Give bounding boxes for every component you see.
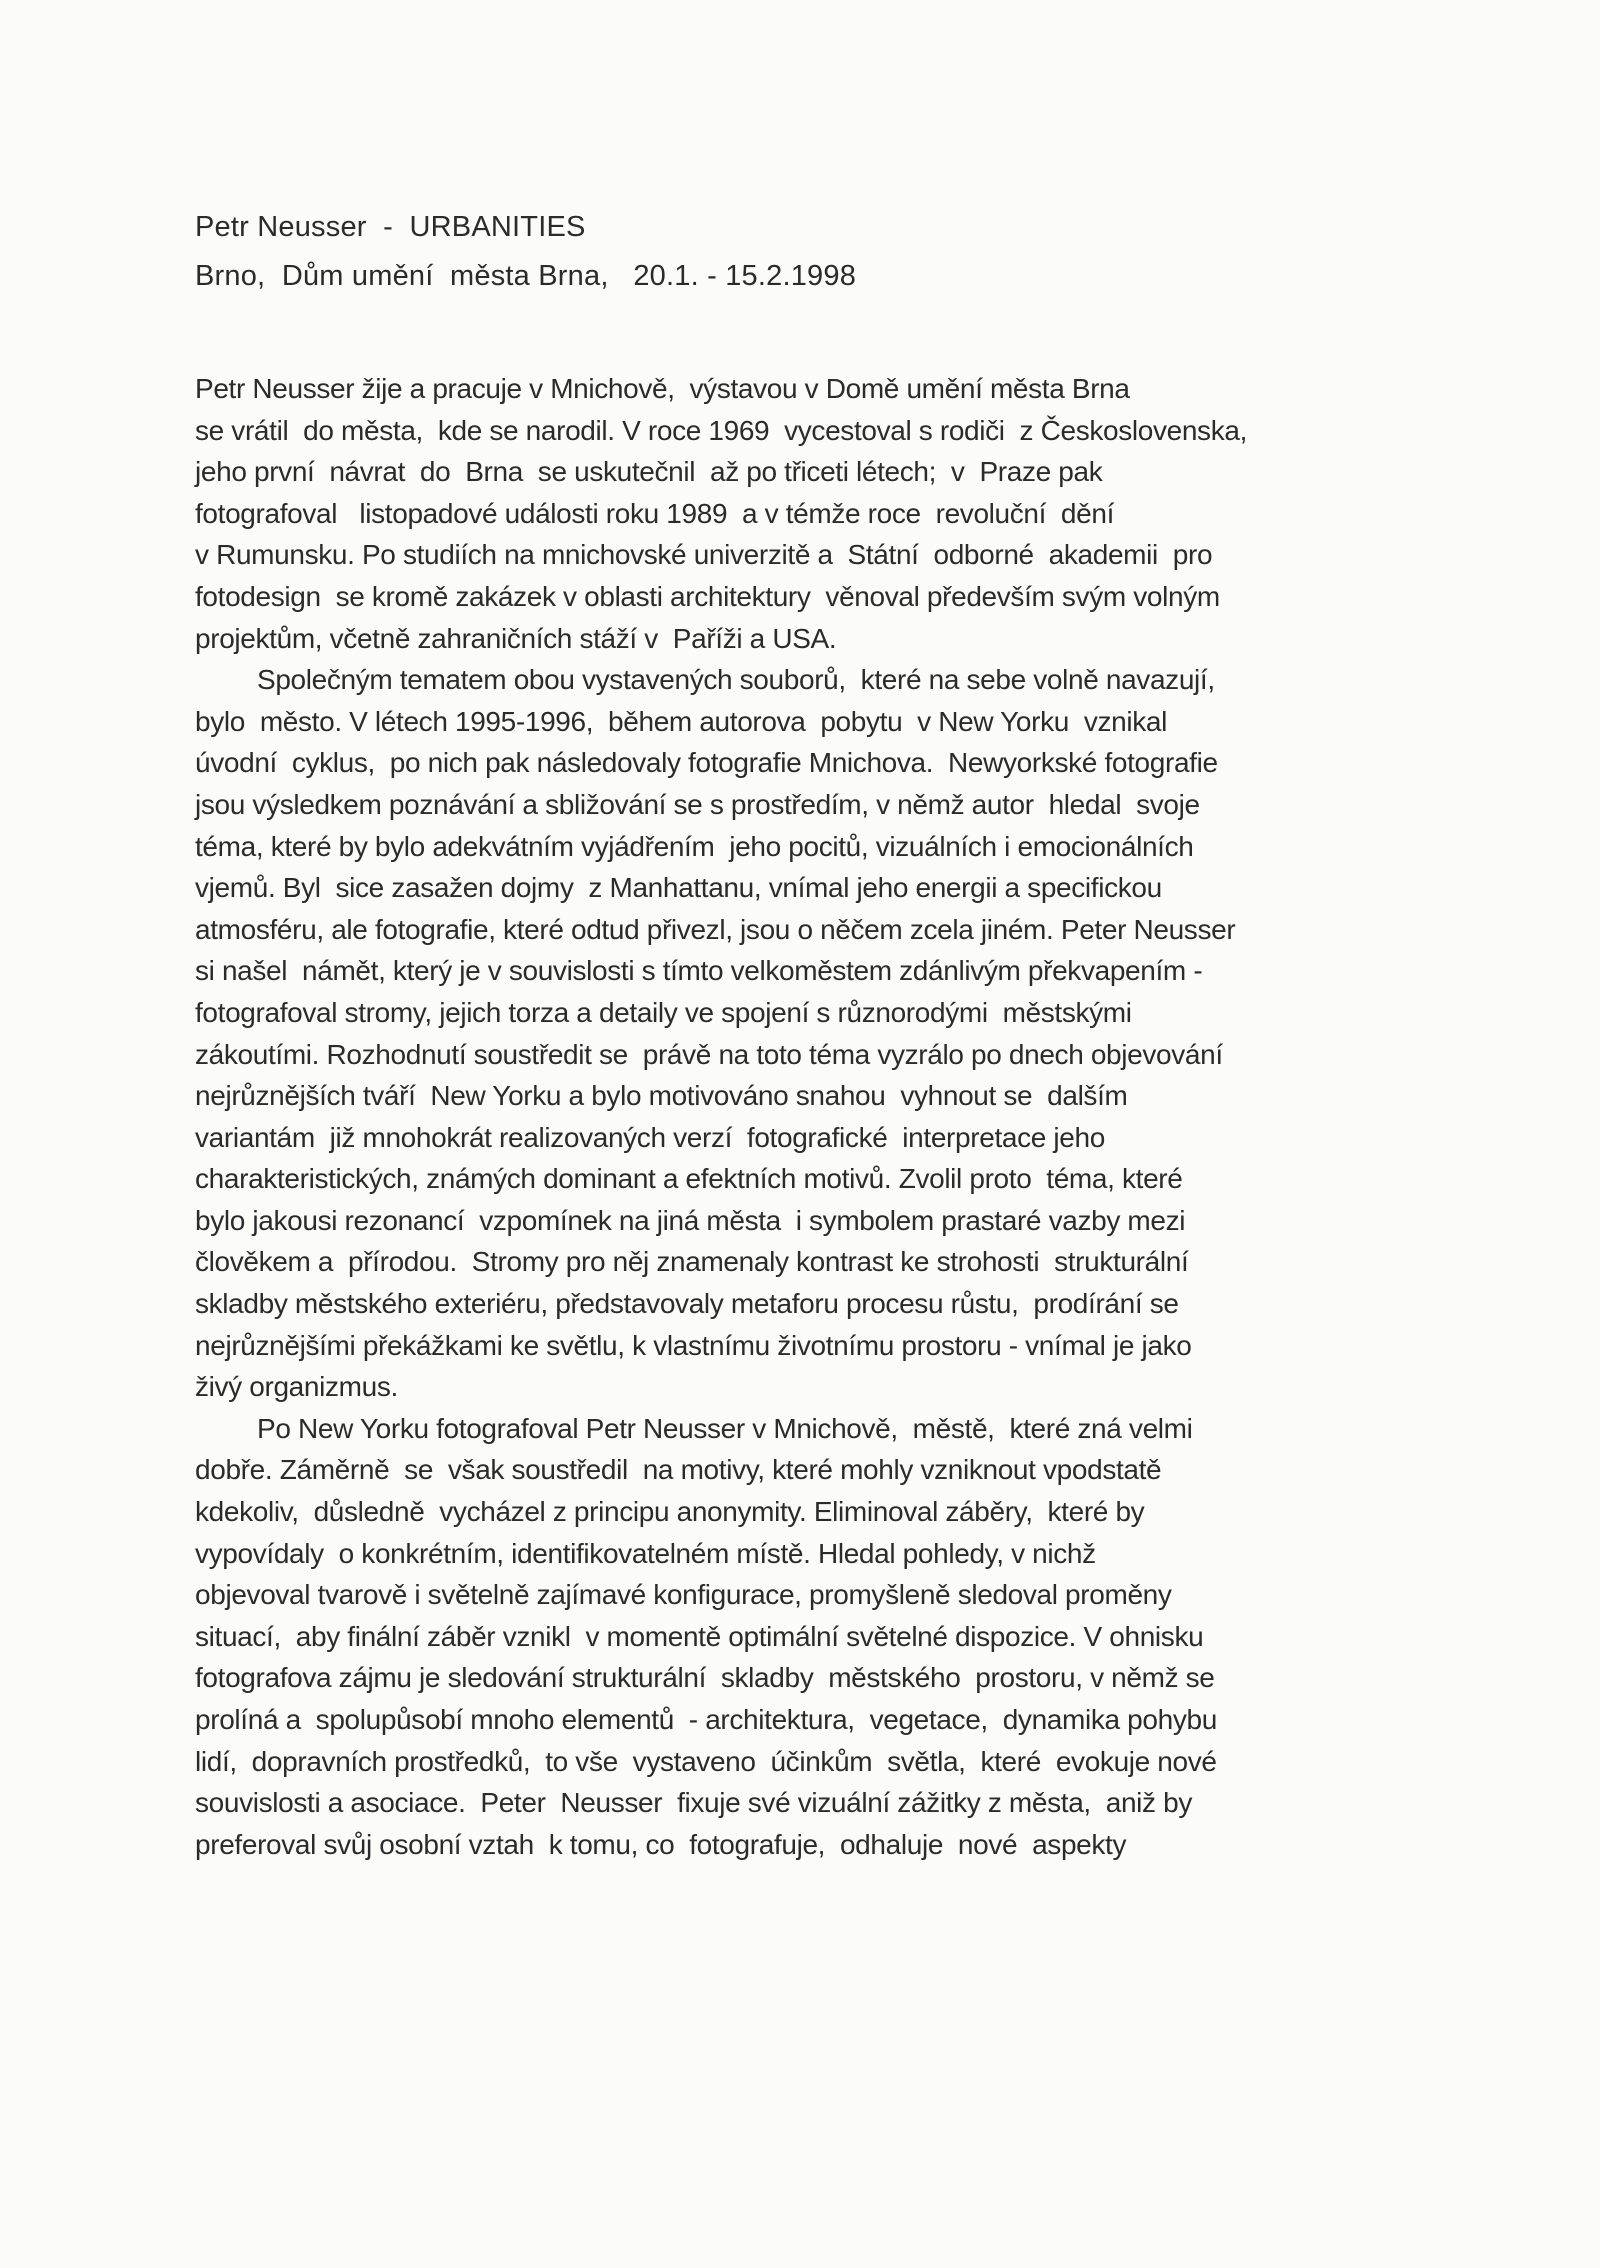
text-line: objevoval tvarově i světelně zajímavé konfigurace, promyšleně sledoval proměny (195, 1579, 1172, 1611)
text-line: souvislosti a asociace. Peter Neusser fixuje své vizuální zážitky z města, aniž by (195, 1787, 1192, 1819)
text-line: téma, které by bylo adekvátním vyjádřením jeho pocitů, vizuálních i emocionálních (195, 830, 1194, 862)
text-line: dobře. Záměrně se však soustředil na motivy, které mohly vzniknout vpodstatě (195, 1454, 1162, 1486)
text-line: nejrůznějších tváří New Yorku a bylo motivováno snahou vyhnout se dalším (195, 1080, 1128, 1112)
text-line: preferoval svůj osobní vztah k tomu, co fotografuje, odhaluje nové aspekty (195, 1828, 1127, 1860)
text-line: bylo město. V létech 1995-1996, během autorova pobytu v New Yorku vznikal (195, 705, 1167, 737)
paragraph-2 (195, 659, 1455, 1408)
text-line: fotografoval listopadové události roku 1989 a v témže roce revoluční dění (195, 497, 1115, 529)
text-line: člověkem a přírodou. Stromy pro něj znamenaly kontrast ke strohosti strukturální (195, 1246, 1189, 1278)
text-line: vjemů. Byl sice zasažen dojmy z Manhattanu, vnímal jeho energii a specifickou (195, 872, 1162, 904)
text-line: se vrátil do města, kde se narodil. V roce 1969 vycestoval s rodiči z Československa, (195, 414, 1248, 446)
text-line: charakteristických, známých dominant a efektních motivů. Zvolil proto téma, které (195, 1163, 1183, 1195)
text-line: fotodesign se kromě zakázek v oblasti architektury věnoval především svým volným (195, 580, 1220, 612)
text-line: zákoutími. Rozhodnutí soustředit se právě na toto téma vyzrálo po dnech objevování (195, 1038, 1223, 1070)
text-line: fotografoval stromy, jejich torza a detaily ve spojení s různorodými městskými (195, 996, 1132, 1028)
paragraph-3 (195, 1408, 1455, 1866)
text-line: živý organizmus. (195, 1371, 398, 1403)
paragraph-1 (195, 368, 1455, 659)
text-line: v Rumunsku. Po studiích na mnichovské univerzitě a Státní odborné akademii pro (195, 539, 1213, 571)
text-line: kdekoliv, důsledně vycházel z principu anonymity. Eliminoval záběry, které by (195, 1496, 1145, 1528)
document-title: Petr Neusser - URBANITIES (195, 211, 586, 243)
text-line: projektům, včetně zahraničních stáží v Paříži a USA. (195, 622, 837, 654)
text-line: jeho první návrat do Brna se uskutečnil až po třiceti létech; v Praze pak (195, 456, 1103, 488)
text-line: skladby městského exteriéru, představovaly metaforu procesu růstu, prodírání se (195, 1288, 1179, 1320)
exhibition-venue-dates: Brno, Dům umění města Brna, 20.1. - 15.2.1998 (195, 260, 857, 292)
document-body (195, 368, 1455, 1865)
text-line: situací, aby finální záběr vznikl v momentě optimální světelné dispozice. V ohnisku (195, 1620, 1204, 1652)
text-line: bylo jakousi rezonancí vzpomínek na jiná města i symbolem prastaré vazby mezi (195, 1204, 1186, 1236)
text-line: Společným tematem obou vystavených souborů, které na sebe volně navazují, (257, 664, 1215, 696)
text-line: si našel námět, který je v souvislosti s tímto velkoměstem zdánlivým překvapením - (195, 955, 1203, 987)
text-line: atmosféru, ale fotografie, které odtud přivezl, jsou o něčem zcela jiném. Peter Neusser (195, 913, 1236, 945)
text-line: Petr Neusser žije a pracuje v Mnichově, výstavou v Domě umění města Brna (195, 373, 1130, 404)
text-line: vypovídaly o konkrétním, identifikovatelném místě. Hledal pohledy, v nichž (195, 1537, 1096, 1569)
text-line: nejrůznějšími překážkami ke světlu, k vlastnímu životnímu prostoru - vnímal je jako (195, 1329, 1192, 1361)
text-line: lidí, dopravních prostředků, to vše vystaveno účinkům světla, které evokuje nové (195, 1745, 1217, 1777)
text-line: fotografova zájmu je sledování strukturální skladby městského prostoru, v němž se (195, 1662, 1215, 1694)
text-line: variantám již mnohokrát realizovaných verzí fotografické interpretace jeho (195, 1121, 1105, 1153)
text-line: Po New Yorku fotografoval Petr Neusser v Mnichově, městě, které zná velmi (257, 1412, 1193, 1444)
text-line: prolíná a spolupůsobí mnoho elementů - architektura, vegetace, dynamika pohybu (195, 1704, 1217, 1735)
text-line: úvodní cyklus, po nich pak následovaly fotografie Mnichova. Newyorkské fotografie (195, 747, 1218, 779)
text-line: jsou výsledkem poznávání a sbližování se s prostředím, v němž autor hledal svoje (195, 788, 1200, 820)
